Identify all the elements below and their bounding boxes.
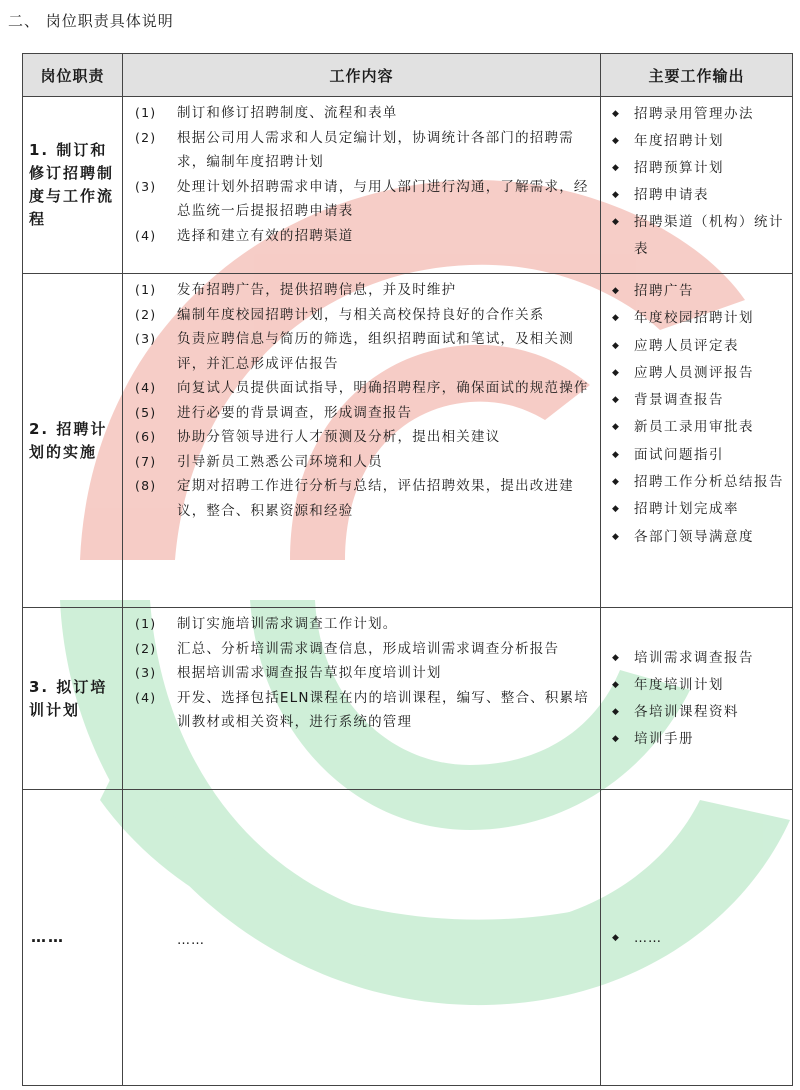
role-cell: 3. 拟订培训计划: [23, 608, 123, 790]
output-item: ◆ 招聘录用管理办法: [609, 101, 784, 128]
output-cell: [601, 274, 793, 608]
output-item: ◆ 培训手册: [609, 726, 784, 753]
list-item: (1) 制订和修订招聘制度、流程和表单: [135, 105, 398, 121]
role-cell: 1. 制订和修订招聘制度与工作流程: [23, 97, 123, 274]
content-cell: [123, 608, 601, 790]
table-row: [23, 608, 793, 790]
diamond-bullet-icon: ◆: [612, 340, 621, 351]
list-item: (5) 进行必要的背景调查，形成调查报告: [135, 404, 413, 421]
output-item: ◆ 招聘工作分析总结报告: [609, 469, 784, 496]
list-item: (8) 定期对招聘工作进行分析与总结，评估招聘效果，提出改进建议，整合、积累资源和经验: [135, 478, 574, 519]
list-item: (2) 根据公司用人需求和人员定编计划，协调统计各部门的招聘需求，编制年度招聘计划: [135, 129, 574, 170]
table-header-row: [23, 54, 793, 97]
diamond-bullet-icon: ◆: [612, 734, 621, 744]
content-cell: [123, 274, 601, 608]
diamond-bullet-icon: ◆: [612, 449, 621, 460]
output-item: ◆ 面试问题指引: [609, 442, 784, 469]
section-title: 二、 岗位职责具体说明: [8, 12, 174, 30]
diamond-bullet-icon: ◆: [612, 217, 621, 227]
diamond-bullet-icon: ◆: [612, 286, 621, 296]
list-item: (3) 负责应聘信息与简历的筛选，组织招聘面试和笔试，及相关测评，并汇总形成评估报告: [135, 331, 574, 372]
diamond-bullet-icon: ◆: [612, 163, 621, 173]
list-item: (4) 向复试人员提供面试指导，明确招聘程序，确保面试的规范操作: [135, 380, 589, 396]
list-item: (4) 开发、选择包括ELN课程在内的培训课程，编写、整合、积累培训教材或相关资料，进行系统的管理: [135, 689, 589, 730]
output-item: ◆ 招聘预算计划: [609, 155, 784, 182]
output-item: ◆ 各培训课程资料: [609, 699, 784, 726]
content-ellipsis: ……: [177, 932, 205, 948]
header-content: 工作内容: [123, 54, 601, 97]
diamond-bullet-icon: ◆: [612, 109, 621, 119]
output-item: ◆ 各部门领导满意度: [609, 524, 784, 551]
duty-table: [22, 53, 793, 1086]
diamond-bullet-icon: ◆: [612, 422, 621, 433]
diamond-bullet-icon: ◆: [612, 680, 621, 690]
diamond-bullet-icon: ◆: [612, 707, 621, 717]
list-item: (6) 协助分管领导进行人才预测及分析，提出相关建议: [135, 429, 501, 445]
list-item: (4) 选择和建立有效的招聘渠道: [135, 227, 354, 244]
output-item: ◆ 培训需求调查报告: [609, 645, 784, 672]
list-item: (3) 处理计划外招聘需求申请，与用人部门进行沟通，了解需求，经总监统一后提报招聘申请表: [135, 178, 589, 219]
list-item: (1) 制订实施培训需求调查工作计划。: [135, 616, 398, 632]
output-item: ◆ 招聘申请表: [609, 182, 784, 209]
output-item: ◆ 年度校园招聘计划: [609, 305, 784, 332]
diamond-bullet-icon: ◆: [612, 136, 621, 146]
output-cell: [601, 97, 793, 274]
diamond-bullet-icon: ◆: [612, 367, 621, 378]
header-role: 岗位职责: [23, 54, 123, 97]
content-cell: [123, 97, 601, 274]
output-item: ◆ 招聘计划完成率: [609, 496, 784, 523]
output-item: ◆ 背景调查报告: [609, 387, 784, 414]
list-item: (7) 引导新员工熟悉公司环境和人员: [135, 453, 383, 470]
diamond-bullet-icon: ◆: [612, 932, 621, 943]
diamond-bullet-icon: ◆: [612, 531, 621, 542]
output-item: ◆ 应聘人员评定表: [609, 333, 784, 360]
output-item: ◆ 新员工录用审批表: [609, 414, 784, 441]
diamond-bullet-icon: ◆: [612, 313, 621, 324]
output-cell: [601, 790, 793, 1086]
role-cell: ……: [23, 790, 123, 1086]
output-item: ◆ ……: [609, 925, 784, 952]
output-item: ◆ 招聘渠道（机构）统计表: [609, 209, 784, 263]
list-item: (1) 发布招聘广告，提供招聘信息，并及时维护: [135, 282, 457, 298]
output-item: ◆ 招聘广告: [609, 278, 784, 305]
diamond-bullet-icon: ◆: [612, 504, 621, 515]
table-row: [23, 274, 793, 608]
output-item: ◆ 年度招聘计划: [609, 128, 784, 155]
output-item: ◆ 应聘人员测评报告: [609, 360, 784, 387]
table-row: [23, 97, 793, 274]
list-item: (2) 编制年度校园招聘计划，与相关高校保持良好的合作关系: [135, 306, 545, 323]
content-cell: [123, 790, 601, 1086]
role-cell: 2. 招聘计划的实施: [23, 274, 123, 608]
list-item: (2) 汇总、分析培训需求调查信息，形成培训需求调查分析报告: [135, 640, 560, 657]
table-row: [23, 790, 793, 1086]
diamond-bullet-icon: ◆: [612, 395, 621, 406]
output-cell: [601, 608, 793, 790]
diamond-bullet-icon: ◆: [612, 477, 621, 488]
output-item: ◆ 年度培训计划: [609, 672, 784, 699]
diamond-bullet-icon: ◆: [612, 190, 621, 200]
list-item: (3) 根据培训需求调查报告草拟年度培训计划: [135, 665, 442, 681]
header-output: 主要工作输出: [601, 54, 793, 97]
diamond-bullet-icon: ◆: [612, 653, 621, 663]
